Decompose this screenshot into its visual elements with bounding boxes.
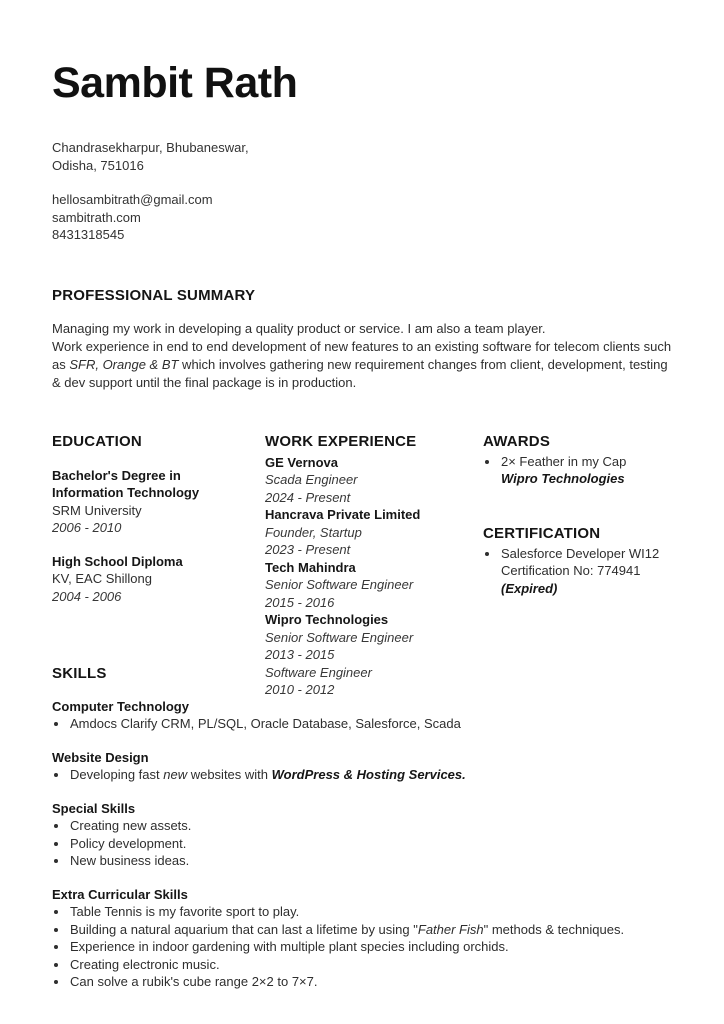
- job-title: Scada Engineer: [265, 472, 358, 488]
- skill-group-website-design: [52, 749, 672, 784]
- job-dates: 2015 - 2016: [265, 594, 335, 610]
- job-title: Senior Software Engineer: [265, 577, 414, 593]
- skill-bullet-list: [52, 903, 672, 991]
- job-entry: [265, 454, 483, 507]
- job-title: Software Engineer: [265, 664, 372, 680]
- award-title: • 2× Feather in my Cap: [501, 453, 627, 469]
- skill-group-special-skills: [52, 800, 672, 870]
- skill-bullet-list: [52, 715, 672, 733]
- professional-summary-section: [52, 287, 672, 392]
- degree-name: Bachelor's Degree in Information Technology: [52, 467, 200, 501]
- company-name: Wipro Technologies: [265, 612, 389, 628]
- skill-group-extra-curricular: [52, 886, 672, 991]
- job-title: Senior Software Engineer: [265, 629, 414, 645]
- job-dates: 2013 - 2015: [265, 647, 335, 663]
- certification-number: Certification No: 774941: [501, 563, 641, 579]
- skill-bullet: • Amdocs Clarify CRM, PL/SQL, Oracle Database, Salesforce, Scada: [69, 715, 672, 733]
- email-text: hellosambitrath@gmail.com: [52, 192, 213, 208]
- skill-bullet: • Creating electronic music.: [69, 956, 672, 974]
- school-name: SRM University: [52, 502, 142, 518]
- contact-block: [52, 139, 672, 244]
- company-name: Tech Mahindra: [265, 559, 356, 575]
- skill-group-title: Website Design: [52, 749, 149, 765]
- bullet-text-start: Building a natural aquarium that can last a lifetime by using ": [70, 921, 418, 937]
- phone-text: 8431318545: [52, 227, 125, 243]
- certification-heading: CERTIFICATION: [483, 524, 601, 542]
- address-line-1: Chandrasekharpur, Bhubaneswar,: [52, 140, 249, 156]
- address-block: [52, 139, 672, 174]
- award-item: [500, 453, 672, 488]
- skill-group-title: Special Skills: [52, 800, 136, 816]
- awards-heading: AWARDS: [483, 432, 551, 450]
- certification-name: • Salesforce Developer WI12: [501, 545, 660, 561]
- bullet-text-italic: new: [163, 767, 188, 783]
- education-heading: EDUCATION: [52, 432, 142, 450]
- company-name: Hancrava Private Limited: [265, 507, 421, 523]
- bullet-text-start: Developing fast: [70, 767, 164, 783]
- skill-bullet: • Experience in indoor gardening with multiple plant species including orchids.: [69, 938, 672, 956]
- name-heading: Sambit Rath: [52, 59, 298, 107]
- skill-bullet: • Creating new assets.: [69, 817, 672, 835]
- bullet-text-end: " methods & techniques.: [483, 921, 625, 937]
- award-issuer: Wipro Technologies: [501, 471, 625, 487]
- company-name: GE Vernova: [265, 454, 338, 470]
- summary-line-2: [52, 338, 672, 392]
- skill-group-title: Extra Curricular Skills: [52, 886, 188, 902]
- skills-section: [52, 665, 672, 1007]
- skill-bullet: • Table Tennis is my favorite sport to play.: [69, 903, 672, 921]
- summary-clients-italic: SFR, Orange & BT: [69, 356, 179, 372]
- certification-list: [483, 545, 672, 598]
- bullet-text-bold-italic: WordPress & Hosting Services.: [271, 767, 466, 783]
- job-dates: 2024 - Present: [265, 489, 351, 505]
- summary-line-2-start: Work experience in end to end development of new features to an existing software for telecom clients such as: [52, 338, 672, 372]
- skill-bullet: • Can solve a rubik's cube range 2×2 to 7×7.: [69, 973, 672, 991]
- education-item: [52, 553, 257, 606]
- job-dates: 2010 - 2012: [265, 682, 335, 698]
- skill-bullet: [69, 921, 672, 939]
- skill-bullet-list: [52, 817, 672, 870]
- summary-line-2-end: which involves gathering new requirement changes from client, development, testing & dev support until the final package is in production.: [52, 356, 668, 390]
- work-experience-heading: WORK EXPERIENCE: [265, 432, 417, 450]
- skill-bullet: • Policy development.: [69, 835, 672, 853]
- bullet-text-middle: websites with: [187, 767, 272, 783]
- awards-certification-column: [483, 433, 672, 598]
- skill-bullet: [69, 766, 672, 784]
- bullet-text-italic: Father Fish: [417, 921, 484, 937]
- education-item: [52, 467, 257, 537]
- professional-summary-heading: PROFESSIONAL SUMMARY: [52, 286, 256, 304]
- certification-item: [500, 545, 672, 598]
- job-entry: [265, 506, 483, 559]
- summary-line-1: Managing my work in developing a quality product or service. I am also a team player.: [52, 320, 546, 336]
- certification-status: (Expired): [501, 580, 558, 596]
- education-dates: 2006 - 2010: [52, 520, 122, 536]
- skills-heading: SKILLS: [52, 664, 107, 682]
- skill-group-computer-technology: [52, 698, 672, 733]
- school-name: KV, EAC Shillong: [52, 571, 152, 587]
- job-dates: 2023 - Present: [265, 542, 351, 558]
- work-experience-section: [265, 433, 483, 699]
- education-section: [52, 433, 257, 622]
- address-line-2: Odisha, 751016: [52, 157, 144, 173]
- professional-summary-text: [52, 320, 672, 392]
- website-text: sambitrath.com: [52, 209, 141, 225]
- columns-area: [52, 433, 672, 998]
- degree-name: High School Diploma: [52, 553, 183, 569]
- skill-bullet-list: [52, 766, 672, 784]
- job-title: Founder, Startup: [265, 524, 362, 540]
- skill-group-title: Computer Technology: [52, 698, 189, 714]
- skill-bullet: • New business ideas.: [69, 852, 672, 870]
- education-dates: 2004 - 2006: [52, 588, 122, 604]
- awards-list: [483, 453, 672, 488]
- contact-links-block: [52, 191, 672, 244]
- job-entry: [265, 559, 483, 612]
